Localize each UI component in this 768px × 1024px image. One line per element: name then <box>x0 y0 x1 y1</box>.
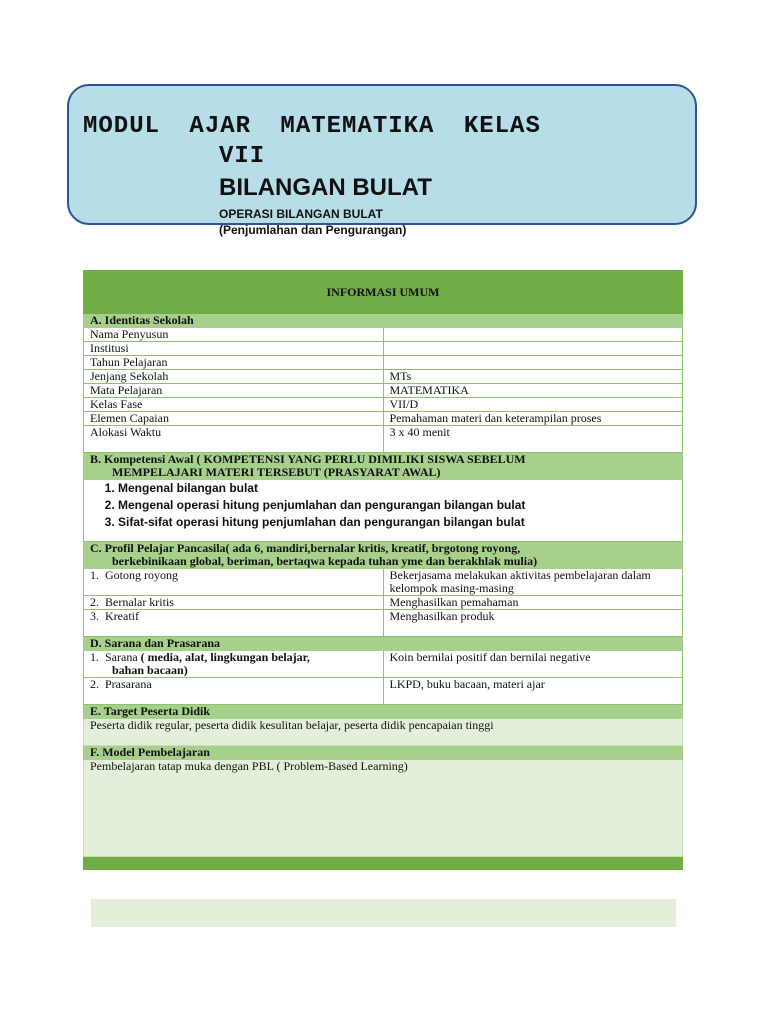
profil-value: Menghasilkan produk <box>383 610 683 637</box>
sarana-num: 1. <box>90 650 99 664</box>
profil-label-text: Gotong royong <box>105 568 178 582</box>
topic-line1: OPERASI BILANGAN BULAT <box>219 207 383 221</box>
sarana-label <box>84 651 384 678</box>
identitas-label: Elemen Capaian <box>84 412 384 426</box>
section-target-title: E. Target Peserta Didik <box>84 705 683 719</box>
profil-label <box>84 610 384 637</box>
identitas-value: 3 x 40 menit <box>383 426 683 453</box>
section-model-title: F. Model Pembelajaran <box>84 746 683 760</box>
profil-title-line2: berkebinikaan global, beriman, bertaqwa kepada tuhan yme dan berakhlak mulia) <box>112 554 538 568</box>
table-footer-bar <box>84 857 683 870</box>
identitas-label: Mata Pelajaran <box>84 384 384 398</box>
info-table <box>83 270 683 870</box>
module-subtitle: BILANGAN BULAT <box>219 174 432 201</box>
list-item: 2. Mengenal operasi hitung penjumlahan dan pengurangan bilangan bulat <box>118 497 676 514</box>
sarana-label-detail2: bahan bacaan) <box>112 663 188 677</box>
sarana-num: 2. <box>90 677 99 691</box>
module-title-line1: MODUL AJAR MATEMATIKA KELAS <box>83 113 541 140</box>
sarana-label-detail: ( media, alat, lingkungan belajar, <box>140 650 310 664</box>
profil-label-text: Kreatif <box>105 609 139 623</box>
blank-footer-box <box>91 899 676 927</box>
profil-num: 2. <box>90 595 99 609</box>
kompetensi-title-line2: MEMPELAJARI MATERI TERSEBUT (PRASYARAT AWAL) <box>112 465 441 479</box>
identitas-label: Nama Penyusun <box>84 328 384 342</box>
identitas-value <box>383 356 683 370</box>
profil-label-text: Bernalar kritis <box>105 595 174 609</box>
sarana-value: LKPD, buku bacaan, materi ajar <box>383 678 683 705</box>
identitas-label: Alokasi Waktu <box>84 426 384 453</box>
identitas-label: Jenjang Sekolah <box>84 370 384 384</box>
kompetensi-list <box>90 480 676 531</box>
identitas-label: Tahun Pelajaran <box>84 356 384 370</box>
topic-line2: (Penjumlahan dan Pengurangan) <box>219 223 407 237</box>
section-profil-title <box>84 542 683 569</box>
profil-num: 3. <box>90 609 99 623</box>
model-text: Pembelajaran tatap muka dengan PBL ( Problem-Based Learning) <box>84 760 683 857</box>
sarana-value: Koin bernilai positif dan bernilai negative <box>383 651 683 678</box>
profil-title-line1: C. Profil Pelajar Pancasila( ada 6, mandiri,bernalar kritis, kreatif, brgotong royong, <box>90 541 521 555</box>
profil-label <box>84 596 384 610</box>
kompetensi-title-line1: B. Kompetensi Awal ( KOMPETENSI YANG PERLU DIMILIKI SISWA SEBELUM <box>90 452 526 466</box>
list-item: 1. Mengenal bilangan bulat <box>118 480 676 497</box>
identitas-value: VII/D <box>383 398 683 412</box>
identitas-value: MTs <box>383 370 683 384</box>
identitas-value: MATEMATIKA <box>383 384 683 398</box>
sarana-label-text: Prasarana <box>105 677 152 691</box>
identitas-value: Pemahaman materi dan keterampilan proses <box>383 412 683 426</box>
identitas-value <box>383 328 683 342</box>
sarana-label <box>84 678 384 705</box>
section-kompetensi-title <box>84 453 683 480</box>
identitas-value <box>383 342 683 356</box>
section-sarana-title: D. Sarana dan Prasarana <box>84 637 683 651</box>
profil-num: 1. <box>90 568 99 582</box>
sarana-label-text: Sarana <box>105 650 138 664</box>
profil-value: Bekerjasama melakukan aktivitas pembelajaran dalam kelompok masing-masing <box>383 569 683 596</box>
module-topic <box>219 206 406 238</box>
identitas-label: Institusi <box>84 342 384 356</box>
table-heading: INFORMASI UMUM <box>84 271 683 314</box>
module-title-line2: VII <box>219 143 266 170</box>
module-title <box>83 112 683 172</box>
list-item: 3. Sifat-sifat operasi hitung penjumlahan dan pengurangan bilangan bulat <box>118 514 676 531</box>
profil-value: Menghasilkan pemahaman <box>383 596 683 610</box>
identitas-label: Kelas Fase <box>84 398 384 412</box>
target-text: Peserta didik regular, peserta didik kesulitan belajar, peserta didik pencapaian tinggi <box>84 719 683 746</box>
kompetensi-list-cell <box>84 480 683 542</box>
section-identitas-title: A. Identitas Sekolah <box>84 314 683 328</box>
profil-label <box>84 569 384 596</box>
